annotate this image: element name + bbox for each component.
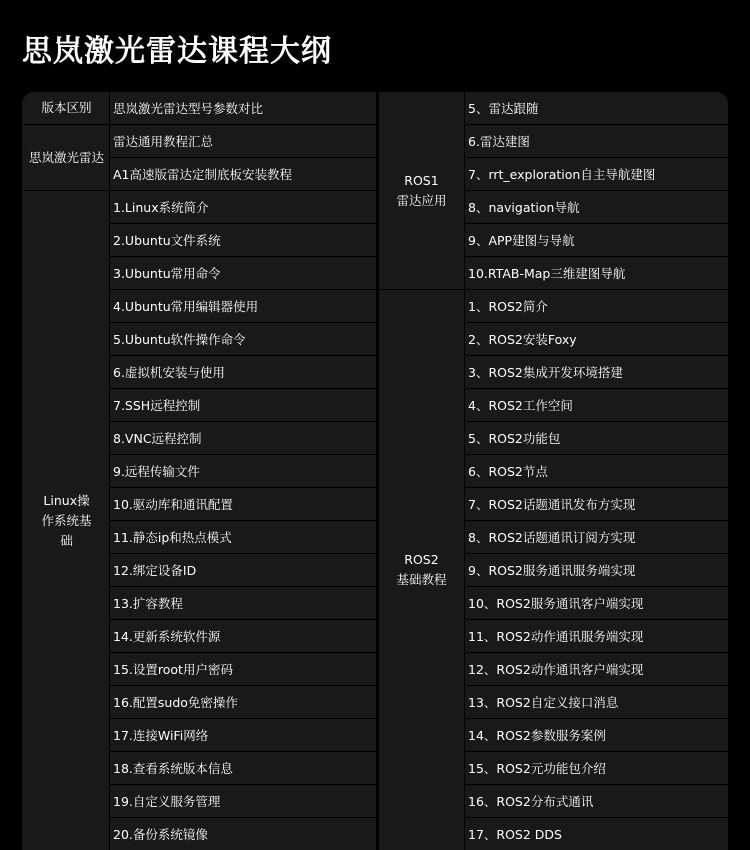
lesson-item: 5.Ubuntu软件操作命令 xyxy=(110,323,376,356)
category-cell xyxy=(379,92,465,290)
lesson-item: 15.设置root用户密码 xyxy=(110,653,376,686)
lesson-item: 6.雷达建图 xyxy=(465,125,728,158)
lesson-item: 2.Ubuntu文件系统 xyxy=(110,224,376,257)
lesson-item: 3、ROS2集成开发环境搭建 xyxy=(465,356,728,389)
category-cell xyxy=(379,290,465,850)
lesson-item: 4、ROS2工作空间 xyxy=(465,389,728,422)
lesson-item: 9、ROS2服务通讯服务端实现 xyxy=(465,554,728,587)
left-column xyxy=(24,92,376,850)
lesson-item: 10.RTAB-Map三维建图导航 xyxy=(465,257,728,290)
lesson-item: 17、ROS2 DDS xyxy=(465,818,728,850)
category-label: ROS1 雷达应用 xyxy=(396,172,447,208)
lesson-item: 20.备份系统镜像 xyxy=(110,818,376,850)
lesson-item: 19.自定义服务管理 xyxy=(110,785,376,818)
lesson-item: 8、ROS2话题通讯订阅方实现 xyxy=(465,521,728,554)
lesson-item: 10、ROS2服务通讯客户端实现 xyxy=(465,587,728,620)
lesson-item: 雷达通用教程汇总 xyxy=(110,125,376,158)
lesson-item: 13.扩容教程 xyxy=(110,587,376,620)
lesson-item: 1、ROS2简介 xyxy=(465,290,728,323)
lesson-item: 3.Ubuntu常用命令 xyxy=(110,257,376,290)
lesson-item: 5、ROS2功能包 xyxy=(465,422,728,455)
lesson-item: 2、ROS2安装Foxy xyxy=(465,323,728,356)
lesson-item: 9.远程传输文件 xyxy=(110,455,376,488)
category-cell xyxy=(24,125,110,191)
category-cell xyxy=(24,92,110,125)
lesson-item: 5、雷达跟随 xyxy=(465,92,728,125)
lesson-item: 8.VNC远程控制 xyxy=(110,422,376,455)
lesson-item: 12.绑定设备ID xyxy=(110,554,376,587)
lesson-item: 16、ROS2分布式通讯 xyxy=(465,785,728,818)
lesson-item: 7、rrt_exploration自主导航建图 xyxy=(465,158,728,191)
category-label: ROS2 基础教程 xyxy=(396,552,447,587)
lesson-item: 17.连接WiFi网络 xyxy=(110,719,376,752)
right-column xyxy=(379,92,728,850)
lesson-item: 8、navigation导航 xyxy=(465,191,728,224)
category-cell xyxy=(24,191,110,850)
lesson-item: 14.更新系统软件源 xyxy=(110,620,376,653)
category-label: 思岚激光雷达 xyxy=(28,149,104,165)
lesson-item: 14、ROS2参数服务案例 xyxy=(465,719,728,752)
lesson-item: 4.Ubuntu常用编辑器使用 xyxy=(110,290,376,323)
lesson-item: 思岚激光雷达型号参数对比 xyxy=(110,92,376,125)
lesson-item: 6.虚拟机安装与使用 xyxy=(110,356,376,389)
category-label: Linux操作系统基础 xyxy=(41,492,92,548)
page-title: 思岚激光雷达课程大纲 xyxy=(22,34,332,69)
lesson-item: 11.静态ip和热点模式 xyxy=(110,521,376,554)
lesson-item: 16.配置sudo免密操作 xyxy=(110,686,376,719)
lesson-item: 7.SSH远程控制 xyxy=(110,389,376,422)
lesson-item: 13、ROS2自定义接口消息 xyxy=(465,686,728,719)
lesson-item: 11、ROS2动作通讯服务端实现 xyxy=(465,620,728,653)
lesson-item: 12、ROS2动作通讯客户端实现 xyxy=(465,653,728,686)
lesson-item: 7、ROS2话题通讯发布方实现 xyxy=(465,488,728,521)
lesson-item: 18.查看系统版本信息 xyxy=(110,752,376,785)
lesson-item: A1高速版雷达定制底板安装教程 xyxy=(110,158,376,191)
lesson-item: 6、ROS2节点 xyxy=(465,455,728,488)
lesson-item: 10.驱动库和通讯配置 xyxy=(110,488,376,521)
category-label: 版本区别 xyxy=(41,100,92,115)
course-outline-table xyxy=(22,92,728,850)
lesson-item: 1.Linux系统简介 xyxy=(110,191,376,224)
lesson-item: 9、APP建图与导航 xyxy=(465,224,728,257)
lesson-item: 15、ROS2元功能包介绍 xyxy=(465,752,728,785)
